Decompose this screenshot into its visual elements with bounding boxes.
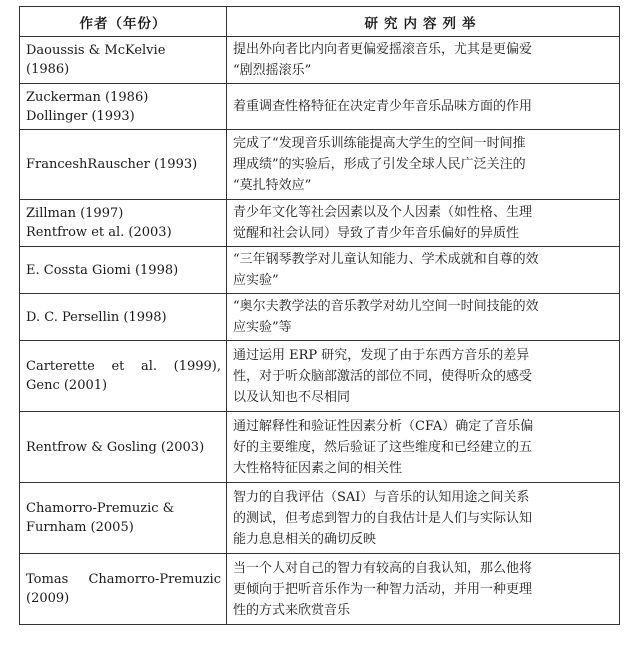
author-line: Daoussis & McKelvie [26,43,166,58]
research-table [19,6,620,625]
author-cell [20,84,227,130]
content-cell [227,84,620,130]
content-line: 的测试，但考虑到智力的自我估计是人们与实际认知 [233,510,533,526]
table-row [20,412,620,483]
content-column-header: 研究内容列举 [227,7,620,37]
author-line: Rentfrow & Gosling (2003) [26,439,205,455]
table-row [20,130,620,200]
content-line: “奥尔夫教学法的音乐教学对幼儿空间一时间技能的效 [233,299,539,314]
content-cell [227,200,620,247]
content-line: 能力息息相关的确切反映 [233,531,377,547]
author-column-header: 作者（年份） [20,7,227,37]
author-line: Carterette et al. (1999), [26,359,221,374]
content-cell [227,483,620,554]
author-line: Chamorro-Premuzic & [26,501,175,516]
content-line: “三年钢琴教学对儿童认知能力、学术成就和自尊的效 [233,252,539,267]
author-cell [20,554,227,625]
content-cell [227,341,620,412]
table-row [20,247,620,294]
table-row [20,37,620,84]
author-line: (2009) [26,591,70,606]
table-row [20,341,620,412]
author-line: FranceshRauscher (1993) [26,157,198,172]
author-cell [20,412,227,483]
content-cell [227,247,620,294]
table-header-row [20,7,620,37]
author-line: Tomas Chamorro-Premuzic [26,572,221,587]
content-line: 应实验”等 [233,320,292,335]
author-cell [20,294,227,341]
content-line: 完成了“发现音乐训练能提高大学生的空间一时间推 [233,136,526,151]
content-line: 当一个人对自己的智力有较高的自我认知，那么他将 [233,560,533,576]
table-row [20,554,620,625]
content-cell [227,294,620,341]
content-line: 应实验” [233,273,279,288]
content-cell [227,37,620,84]
research-table-container [19,6,619,625]
content-line: 以及认知也不尽相同 [233,389,351,405]
author-line: (1986) [26,62,70,77]
content-line: 理成绩”的实验后，形成了引发全球人民广泛关注的 [233,157,526,172]
table-row [20,84,620,130]
table-row [20,200,620,247]
content-line: 着重调查性格特征在决定青少年音乐品味方面的作用 [233,99,533,114]
content-line: 大性格特征因素之间的相关性 [233,460,403,476]
content-line: 性，对于听众脑部激活的部位不同，使得听众的感受 [233,368,533,384]
author-line: Zuckerman (1986) [26,89,149,105]
content-cell [227,554,620,625]
table-row [20,483,620,554]
author-line: Dollinger (1993) [26,108,135,124]
author-line: Genc (2001) [26,378,108,393]
content-line: 智力的自我评估（SAI）与音乐的认知用途之间关系 [233,489,530,505]
author-line: D. C. Persellin (1998) [26,309,167,325]
content-line: 更倾向于把听音乐作为一种智力活动，并用一种更理 [233,581,533,597]
content-line: 青少年文化等社会因素以及个人因素（如性格、生理 [233,205,533,220]
author-cell [20,130,227,200]
content-line: 提出外向者比内向者更偏爱摇滚音乐，尤其是更偏爱 [233,42,533,57]
author-cell [20,483,227,554]
content-line: 性的方式来欣赏音乐 [233,602,351,618]
author-line: Zillman (1997) [26,206,124,221]
content-line: “莫扎特效应” [233,178,312,193]
author-line: Furnham (2005) [26,520,134,535]
author-cell [20,247,227,294]
author-line: E. Cossta Giomi (1998) [26,262,179,278]
content-line: 通过运用 ERP 研究，发现了由于东西方音乐的差异 [233,347,530,363]
author-cell [20,341,227,412]
content-line: “剧烈摇滚乐” [233,63,312,78]
content-line: 好的主要维度，然后验证了这些维度和已经建立的五 [233,439,533,455]
author-cell [20,37,227,84]
author-line: Rentfrow et al. (2003) [26,225,172,240]
content-line: 通过解释性和验证性因素分析（CFA）确定了音乐偏 [233,418,534,434]
content-cell [227,412,620,483]
table-row [20,294,620,341]
content-cell [227,130,620,200]
content-line: 觉醒和社会认同）导致了青少年音乐偏好的异质性 [233,226,520,241]
author-cell [20,200,227,247]
